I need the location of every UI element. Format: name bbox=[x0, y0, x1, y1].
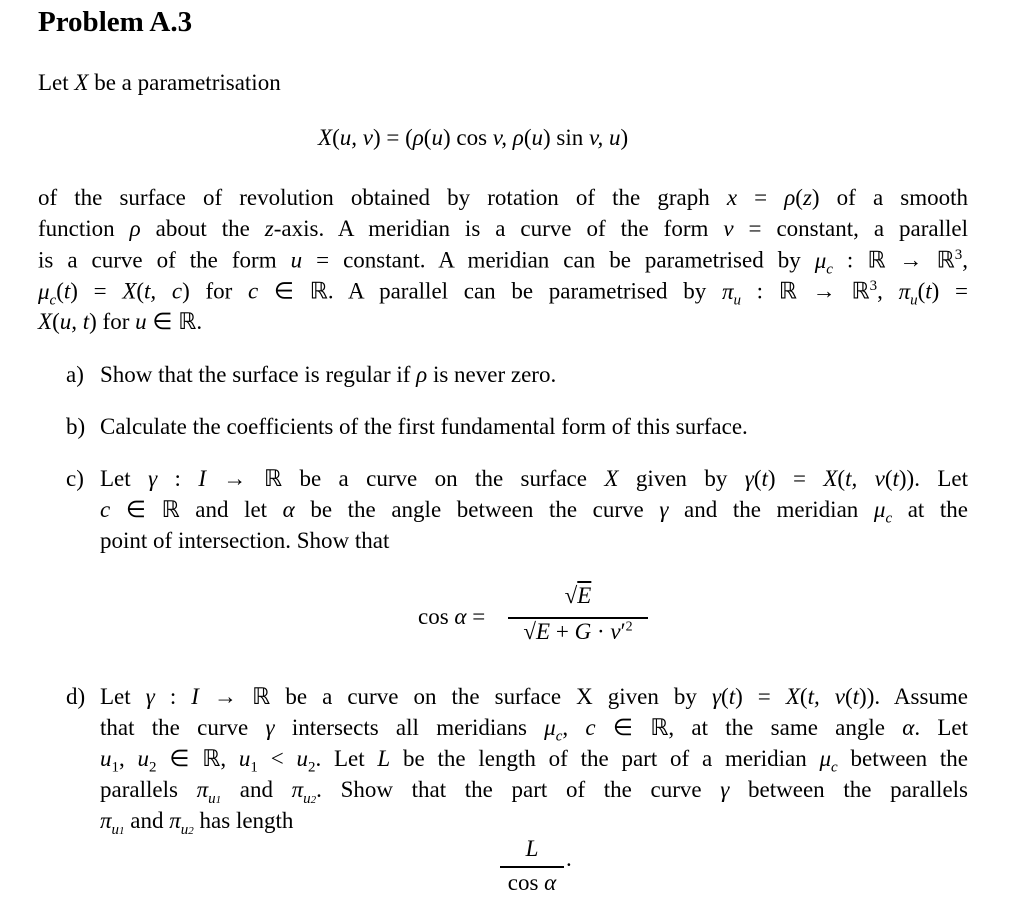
item-d-line-2: that the curve γ intersects all meridians $\mu_c$, c ∈ ℝ, at the same angle α. Let bbox=[100, 715, 969, 745]
item-d-line-1: Let γ : I → ℝ be a curve on the surface X given by γ(t) = X(t, v(t)). Assume bbox=[100, 684, 968, 709]
formula-c-numerator: √E bbox=[564, 583, 592, 608]
item-b-text: Calculate the coefficients of the first fundamental form of this surface. bbox=[100, 414, 748, 439]
intro-text: Let X be a parametrisation bbox=[38, 70, 281, 95]
paragraph-line-4: $\mu_c(t) = X(t$, c) for c ∈ ℝ. A parallel can be parametrised by $\pi_u$ : ℝ → ℝ$^3$, $\pi_u(t)$ = bbox=[38, 278, 968, 309]
item-d-line-4: parallels $\pi_{u1}$ and $\pi_{u2}$. Show that the part of the curve γ between the parallels bbox=[100, 777, 968, 807]
formula-c-denominator: $√E + G \cdot v'^2$ bbox=[523, 619, 633, 644]
paragraph-line-2: function ρ about the z-axis. A meridian is a curve of the form v = constant, a parallel bbox=[38, 216, 968, 241]
main-equation: X(u, v) = (ρ(u) cos v, ρ(u) sin v, u) bbox=[318, 125, 629, 150]
item-d-line-5: $\pi_{u1}$ and $\pi_{u2}$ has length bbox=[100, 808, 294, 838]
item-c-label: c) bbox=[66, 466, 84, 491]
formula-d-numerator: L bbox=[525, 836, 539, 861]
paragraph-line-3: is a curve of the form u = constant. A meridian can be parametrised by $\mu_c$ : ℝ → ℝ$^3$, bbox=[38, 247, 968, 278]
paragraph-line-5: X(u, t) for u ∈ ℝ. bbox=[38, 309, 203, 334]
paragraph-line-1: of the surface of revolution obtained by rotation of the graph x = ρ(z) of a smooth bbox=[38, 185, 968, 210]
item-a-label: a) bbox=[66, 362, 84, 387]
item-d-label: d) bbox=[66, 684, 86, 709]
formula-d-denominator: cos α bbox=[507, 870, 557, 895]
item-d-line-3: $u_1$, $u_2$ ∈ ℝ, $u_1 < u_2$. Let L be the length of the part of a meridian $\mu_c$ between the bbox=[100, 746, 968, 776]
item-c-line-1: Let γ : I → ℝ be a curve on the surface X given by γ(t) = X(t, v(t)). Let bbox=[100, 466, 969, 491]
formula-c-lhs: cos α = bbox=[418, 604, 486, 629]
formula-d-period: . bbox=[566, 846, 572, 871]
item-b-label: b) bbox=[66, 414, 86, 439]
problem-title: Problem A.3 bbox=[38, 6, 193, 38]
item-c-line-2: c ∈ ℝ and let α be the angle between the curve γ and the meridian $\mu_c$ at the bbox=[100, 497, 969, 527]
item-c-line-3: point of intersection. Show that bbox=[100, 528, 390, 553]
formula-d-bar bbox=[500, 866, 564, 868]
item-a-text: Show that the surface is regular if ρ is never zero. bbox=[100, 362, 557, 387]
